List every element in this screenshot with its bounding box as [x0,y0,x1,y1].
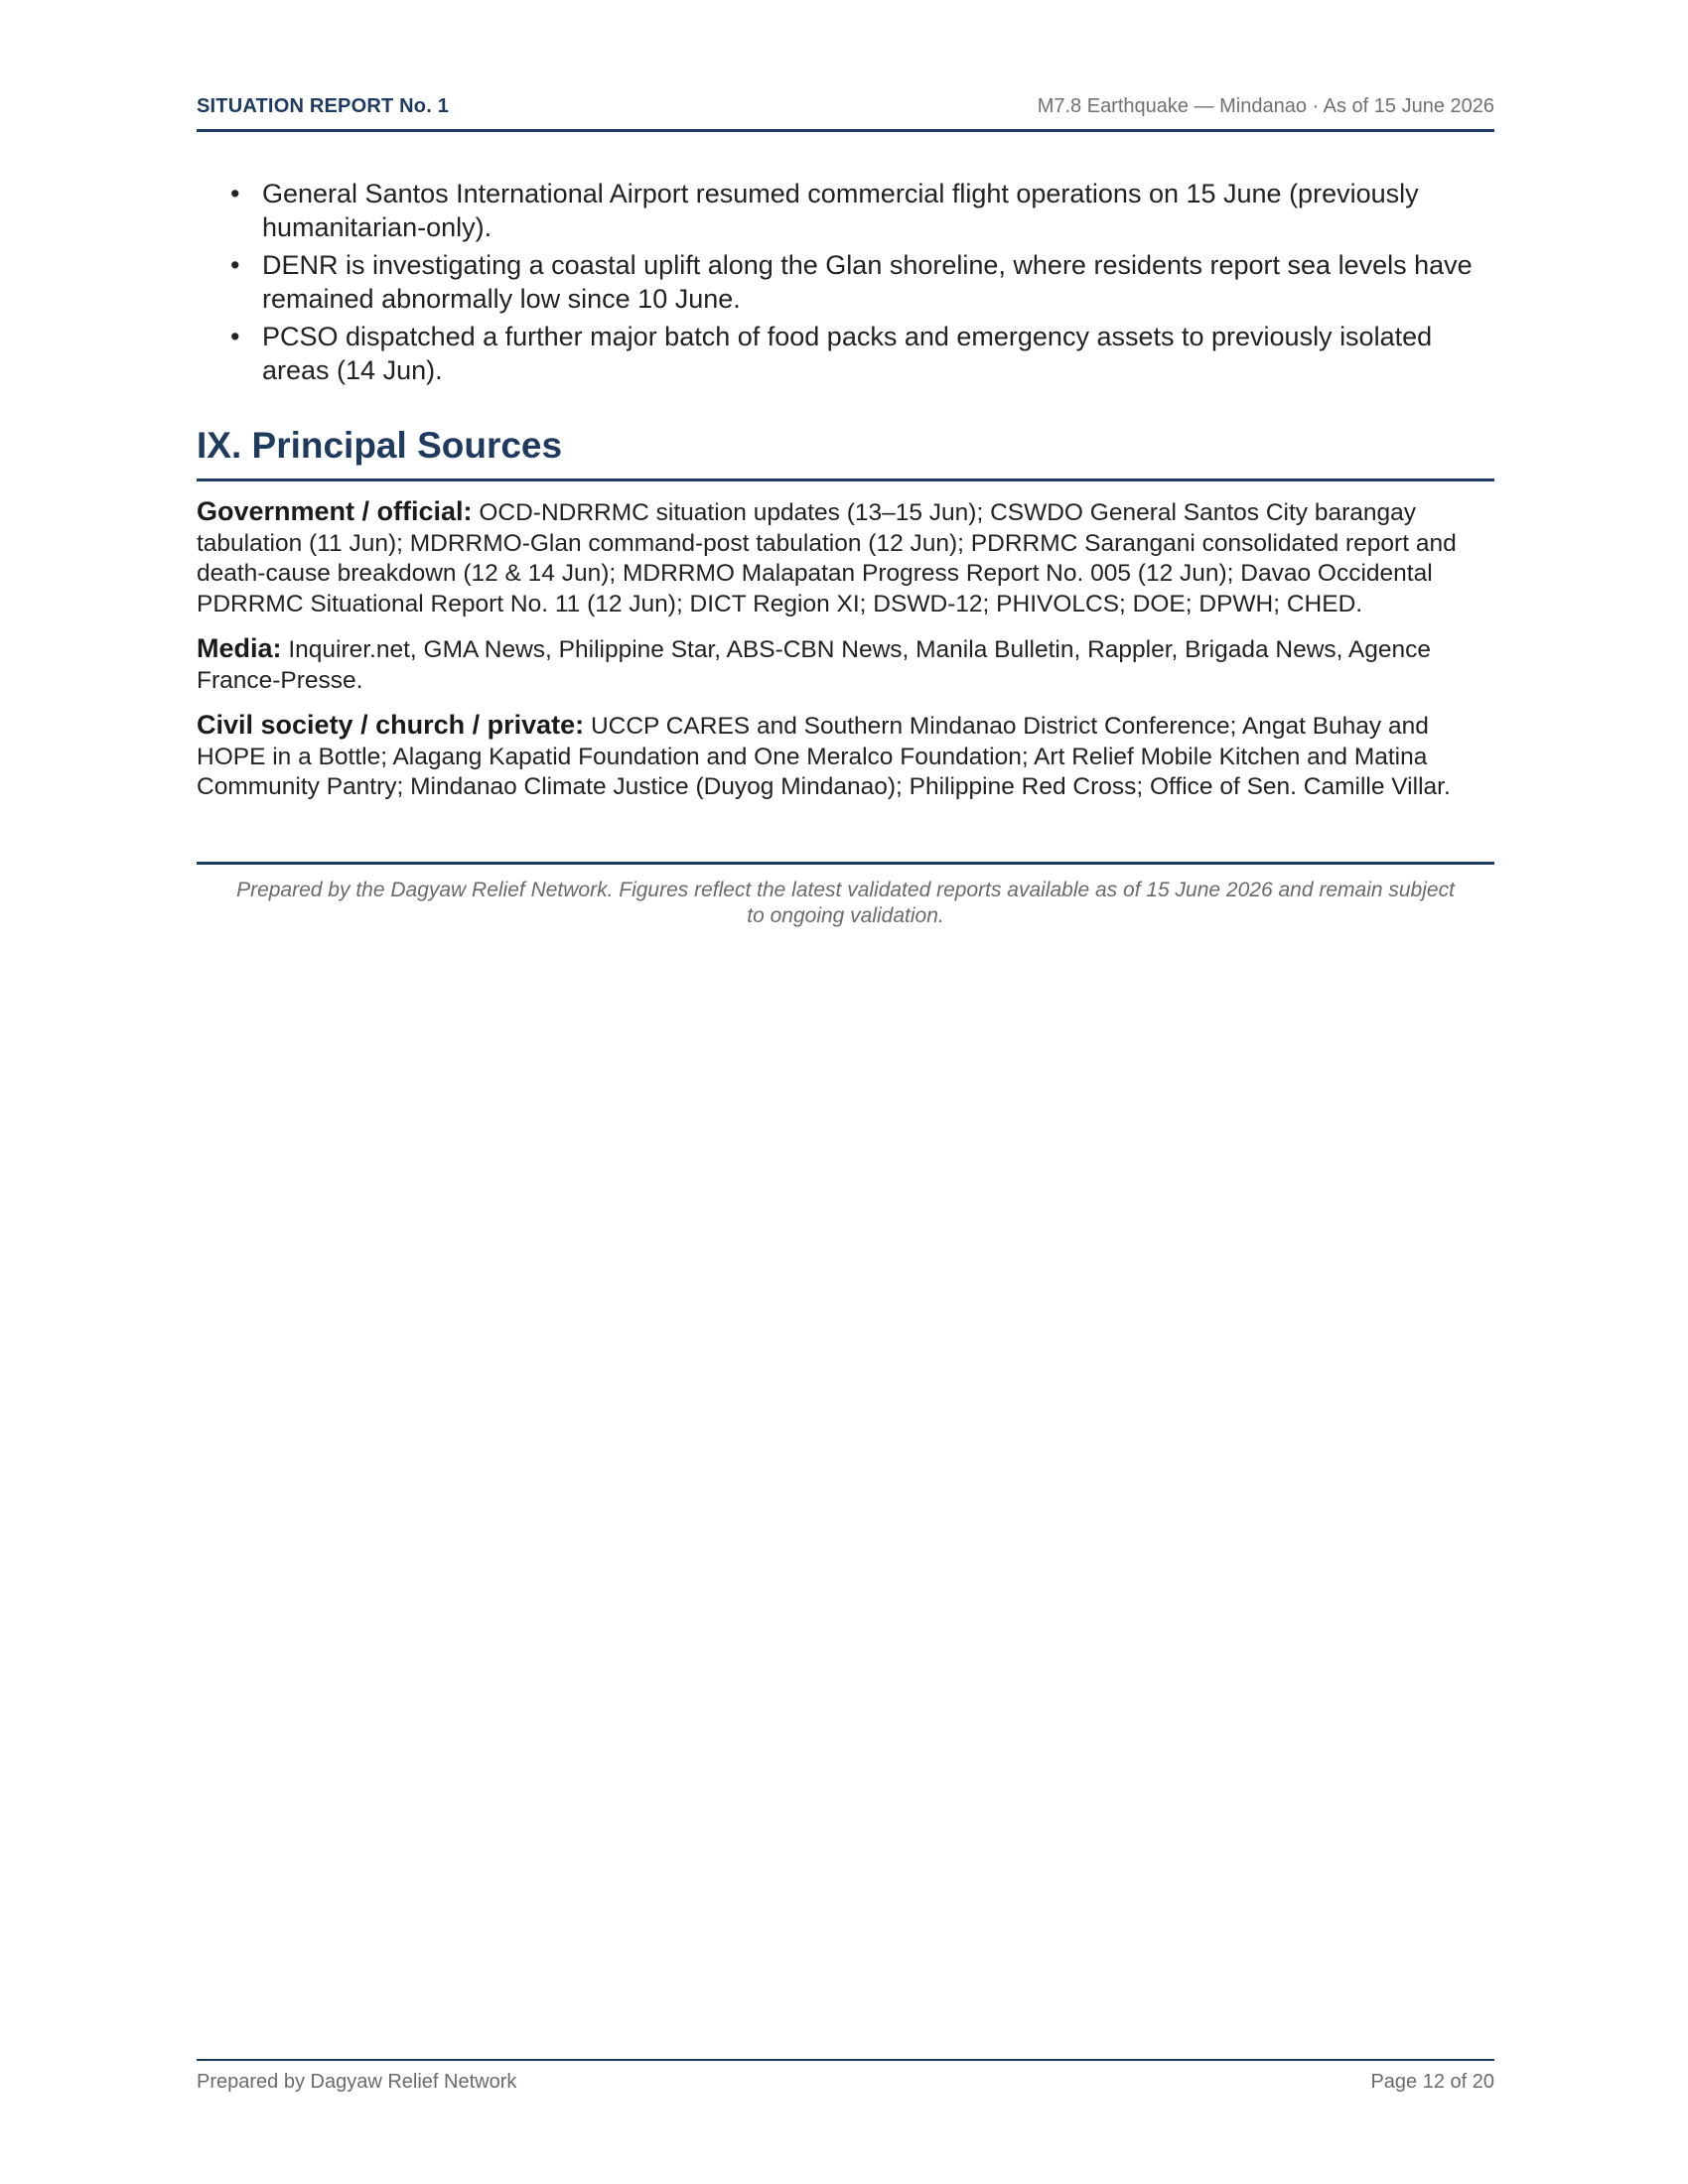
report-subtitle: M7.8 Earthquake — Mindanao · As of 15 June 2026 [1037,95,1494,117]
list-item [197,320,1494,387]
bullet-text: DENR is investigating a coastal uplift along the Glan shoreline, where residents report sea levels have remained abnormally low since 10 June. [262,250,1473,314]
bullet-text: PCSO dispatched a further major batch of food packs and emergency assets to previously isolated areas (14 Jun). [262,322,1433,385]
section-heading: IX. Principal Sources [197,425,1494,481]
source-paragraph-civil-society [197,710,1497,803]
report-title: SITUATION REPORT No. 1 [197,95,450,117]
bullet-marker: • [230,179,240,208]
bullet-text: General Santos International Airport resumed commercial flight operations on 15 June (previously humanitarian-only). [262,179,1419,242]
source-label: Government / official: [197,496,473,526]
source-label: Civil society / church / private: [197,710,585,740]
bullet-marker: • [230,322,240,351]
footer-organization: Prepared by Dagyaw Relief Network [197,2071,517,2093]
sources-block [197,496,1497,817]
source-text: OCD-NDRRMC situation updates (13–15 Jun); CSWDO General Santos City barangay tabulation (11 Jun); MDRRMO-Glan command-post tabulation (12 Jun); PDRRMC Sarangani consolidated report and death-cause breakdown (12 & 14 Jun); MDRRMO Malapatan Progress Report No. 005 (12 Jun); Davao Occidental PDRRMC Situational Report No. 11 (12 Jun); DICT Region XI; DSWD-12; PHIVOLCS; DOE; DPWH; CHED. [197,499,1457,617]
list-item [197,177,1494,244]
bullet-marker: • [230,250,240,280]
source-paragraph-media [197,633,1497,696]
bullet-list [197,177,1494,391]
source-paragraph-government [197,496,1497,619]
running-footer [197,2059,1494,2094]
list-item [197,248,1494,316]
source-label: Media: [197,633,282,663]
source-text: Inquirer.net, GMA News, Philippine Star, ABS-CBN News, Manila Bulletin, Rappler, Brigada News, Agence France-Presse. [197,636,1432,694]
divider [197,862,1494,865]
source-text: UCCP CARES and Southern Mindanao District Conference; Angat Buhay and HOPE in a Bottle; Alagang Kapatid Foundation and One Meralco Foundation; Art Relief Mobile Kitchen and Matina Community Pantry; Mindanao Climate Justice (Duyog Mindanao); Philippine Red Cross; Office of Sen. Camille Villar. [197,713,1451,800]
running-header [197,95,1494,132]
page-number: Page 12 of 20 [1370,2071,1494,2093]
prepared-note: Prepared by the Dagyaw Relief Network. Figures reflect the latest validated reports available as of 15 June 2026 and remain subject to ongoing validation. [236,879,1455,927]
